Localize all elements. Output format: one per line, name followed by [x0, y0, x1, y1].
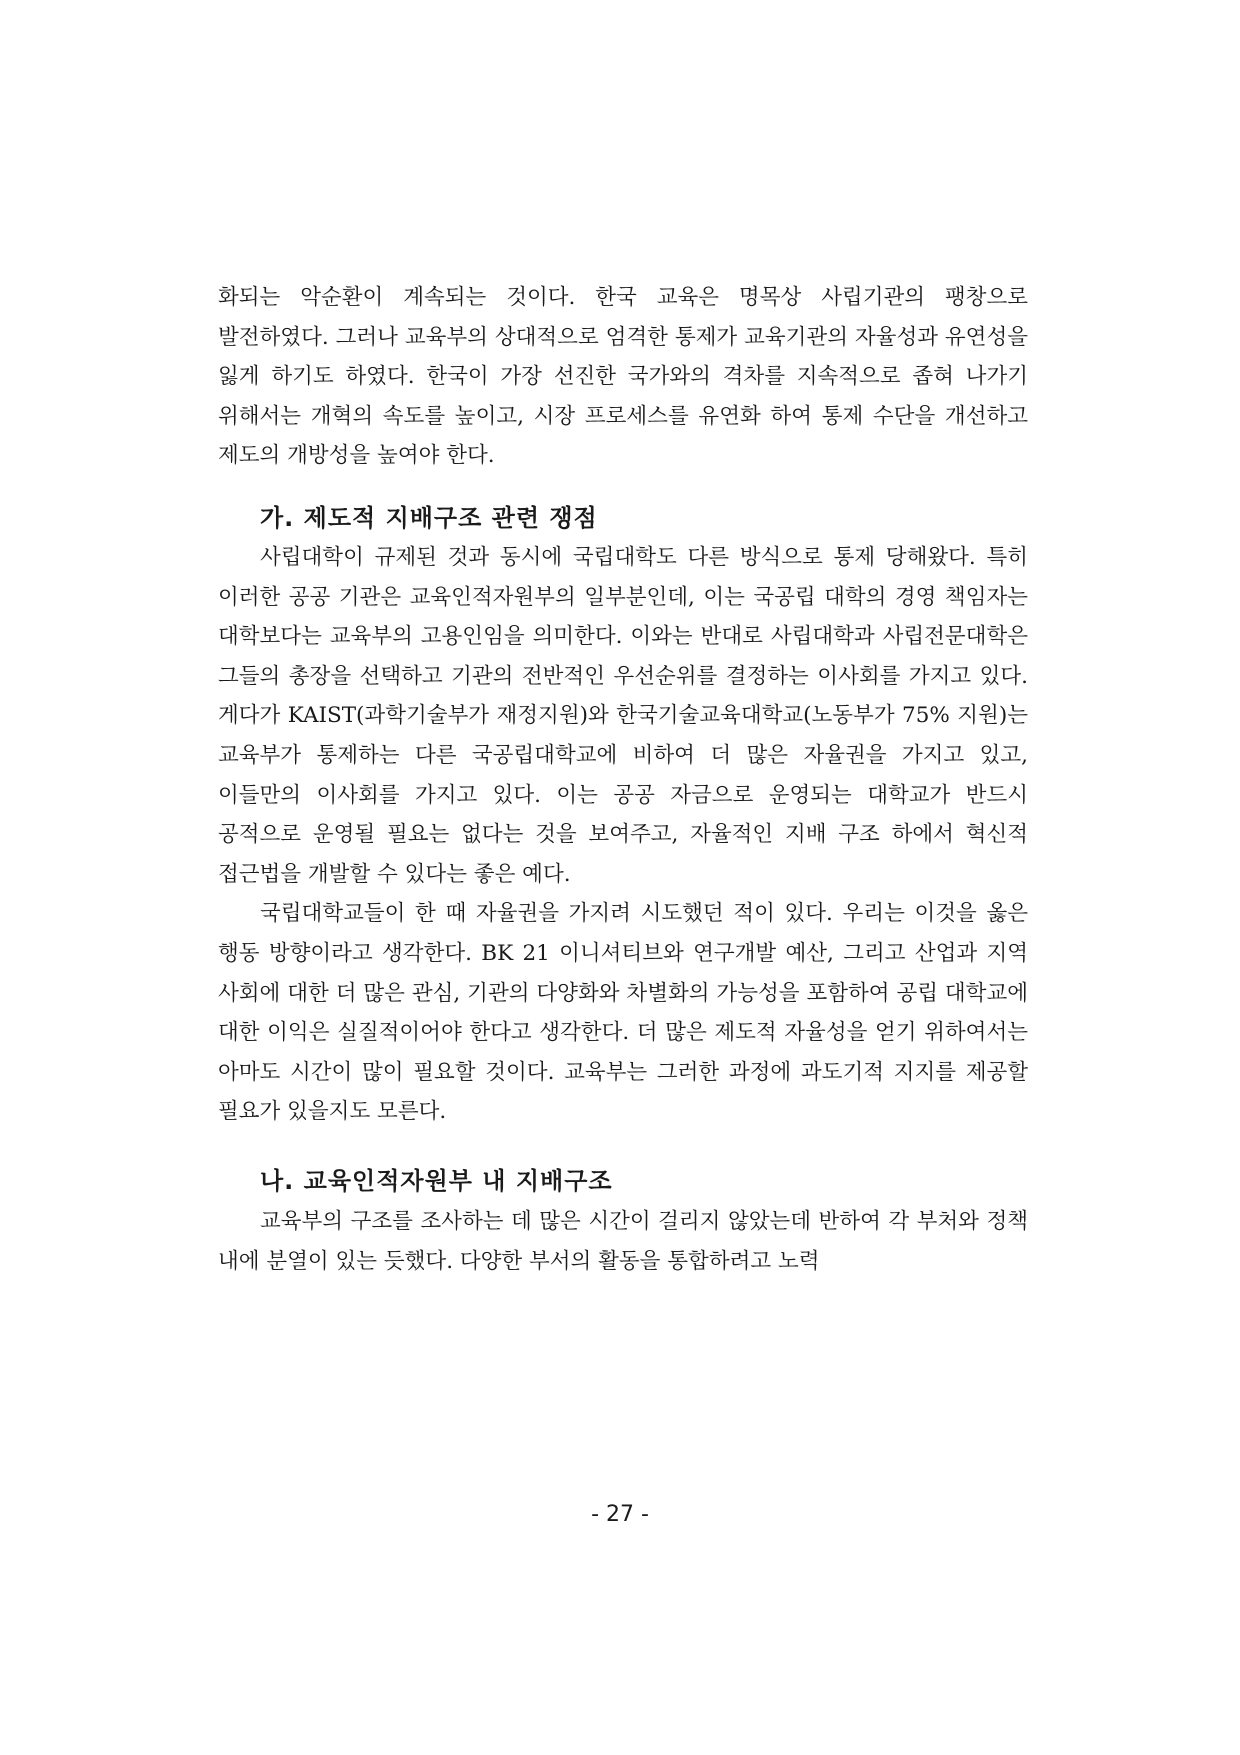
section-ga-paragraph-1: 사립대학이 규제된 것과 동시에 국립대학도 다른 방식으로 통제 당해왔다. 특히 이러한 공공 기관은 교육인적자원부의 일부분인데, 이는 국공립 대학의 경영 책임자는 대학보다는 교육부의 고용인임을 의미한다. 이와는 반대로 사립대학과 사립전문대학은 그들의 총장을 선택하고 기관의 전반적인 우선순위를 결정하는 이사회를 가지고 있다. 게다가 KAIST(과학기술부가 재정지원)와 한국기술교육대학교(노동부가 75% 지원)는 교육부가 통제하는 다른 국공립대학교에 비하여 더 많은 자율권을 가지고 있고, 이들만의 이사회를 가지고 있다. 이는 공공 자금으로 운영되는 대학교가 반드시 공적으로 운영될 필요는 없다는 것을 보여주고, 자율적인 지배 구조 하에서 혁신적 접근법을 개발할 수 있다는 좋은 예다.	[218, 545, 1028, 887]
section-heading-na: 나. 교육인적자원부 내 지배구조	[260, 1167, 613, 1195]
section-na-paragraph-1: 교육부의 구조를 조사하는 데 많은 시간이 걸리지 않았는데 반하여 각 부처와 정책 내에 분열이 있는 듯했다. 다양한 부서의 활동을 통합하려고 노력	[218, 1209, 1028, 1274]
section-heading-ga: 가. 제도적 지배구조 관련 쟁점	[260, 504, 598, 532]
section-ga-body	[218, 538, 1028, 1132]
section-na-body	[218, 1202, 1028, 1281]
page-number: - 27 -	[591, 1502, 649, 1527]
continuation-paragraph: 화되는 악순환이 계속되는 것이다. 한국 교육은 명목상 사립기관의 팽창으로 발전하였다. 그러나 교육부의 상대적으로 엄격한 통제가 교육기관의 자율성과 유연성을 잃게 하기도 하였다. 한국이 가장 선진한 국가와의 격차를 지속적으로 좁혀 나가기 위해서는 개혁의 속도를 높이고, 시장 프로세스를 유연화 하여 통제 수단을 개선하고 제도의 개방성을 높여야 한다.	[218, 285, 1028, 469]
continuation-paragraph-block	[218, 278, 1028, 476]
section-ga-paragraph-2: 국립대학교들이 한 때 자율권을 가지려 시도했던 적이 있다. 우리는 이것을 옳은 행동 방향이라고 생각한다. BK 21 이니셔티브와 연구개발 예산, 그리고 산업과 지역 사회에 대한 더 많은 관심, 기관의 다양화와 차별화의 가능성을 포함하여 공립 대학교에 대한 이익은 실질적이어야 한다고 생각한다. 더 많은 제도적 자율성을 얻기 위하여서는 아마도 시간이 많이 필요할 것이다. 교육부는 그러한 과정에 과도기적 지지를 제공할 필요가 있을지도 모른다.	[218, 901, 1028, 1125]
